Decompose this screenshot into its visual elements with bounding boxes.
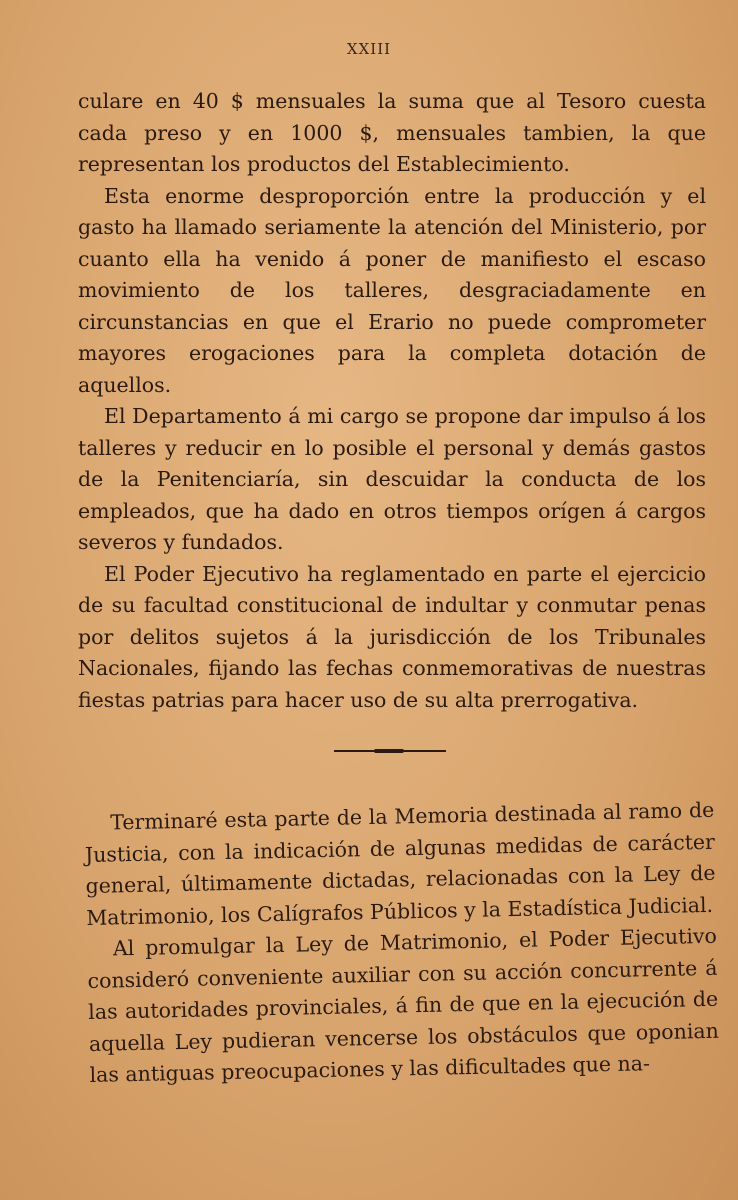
paragraph: El Poder Ejecutivo ha reglamentado en parte el ejercicio de su facultad constitucional de indultar y conmutar penas por delitos sujetos á la jurisdicción de los Tribunales Nacionales, fijando las fechas conmemorativas de nuestras fiestas patrias para hacer uso de su alta prerrogativa. — [78, 561, 706, 712]
paragraph: Terminaré esta parte de la Memoria destinada al ramo de Justicia, con la indicación de algunas medidas de carácter general, últimamente dictadas, relacionadas con la Ley de Matrimonio, los Calígrafos Públicos y la Estadística Judicial. — [84, 797, 716, 930]
text-section-bottom — [84, 795, 720, 1092]
page-number: XXIII — [346, 40, 392, 58]
paragraph: Al promulgar la Ley de Matrimonio, el Poder Ejecutivo consideró conveniente auxiliar con su acción concurrente á las autoridades provinciales, á fin de que en la ejecución de aquella Ley pudieran vencerse los obstáculos que oponian las antiguas preocupaciones y las dificultades que na- — [87, 923, 720, 1087]
text-section-top — [78, 86, 706, 716]
section-divider — [334, 750, 446, 752]
paragraph: culare en 40 $ mensuales la suma que al Tesoro cuesta cada preso y en 1000 $, mensuales tambien, la que representan los productos del Establecimiento. — [78, 89, 706, 176]
paragraph: Esta enorme desproporción entre la producción y el gasto ha llamado seriamente la atención del Ministerio, por cuanto ella ha venido á poner de manifiesto el escaso movimiento de los talleres, desgraciadamente en circunstancias en que el Erario no puede comprometer mayores erogaciones para la completa dotación de aquellos. — [78, 183, 706, 397]
paragraph: El Departamento á mi cargo se propone dar impulso á los talleres y reducir en lo posible el personal y demás gastos de la Penitenciaría, sin descuidar la conducta de los empleados, que ha dado en otros tiempos orígen á cargos severos y fundados. — [78, 404, 706, 554]
